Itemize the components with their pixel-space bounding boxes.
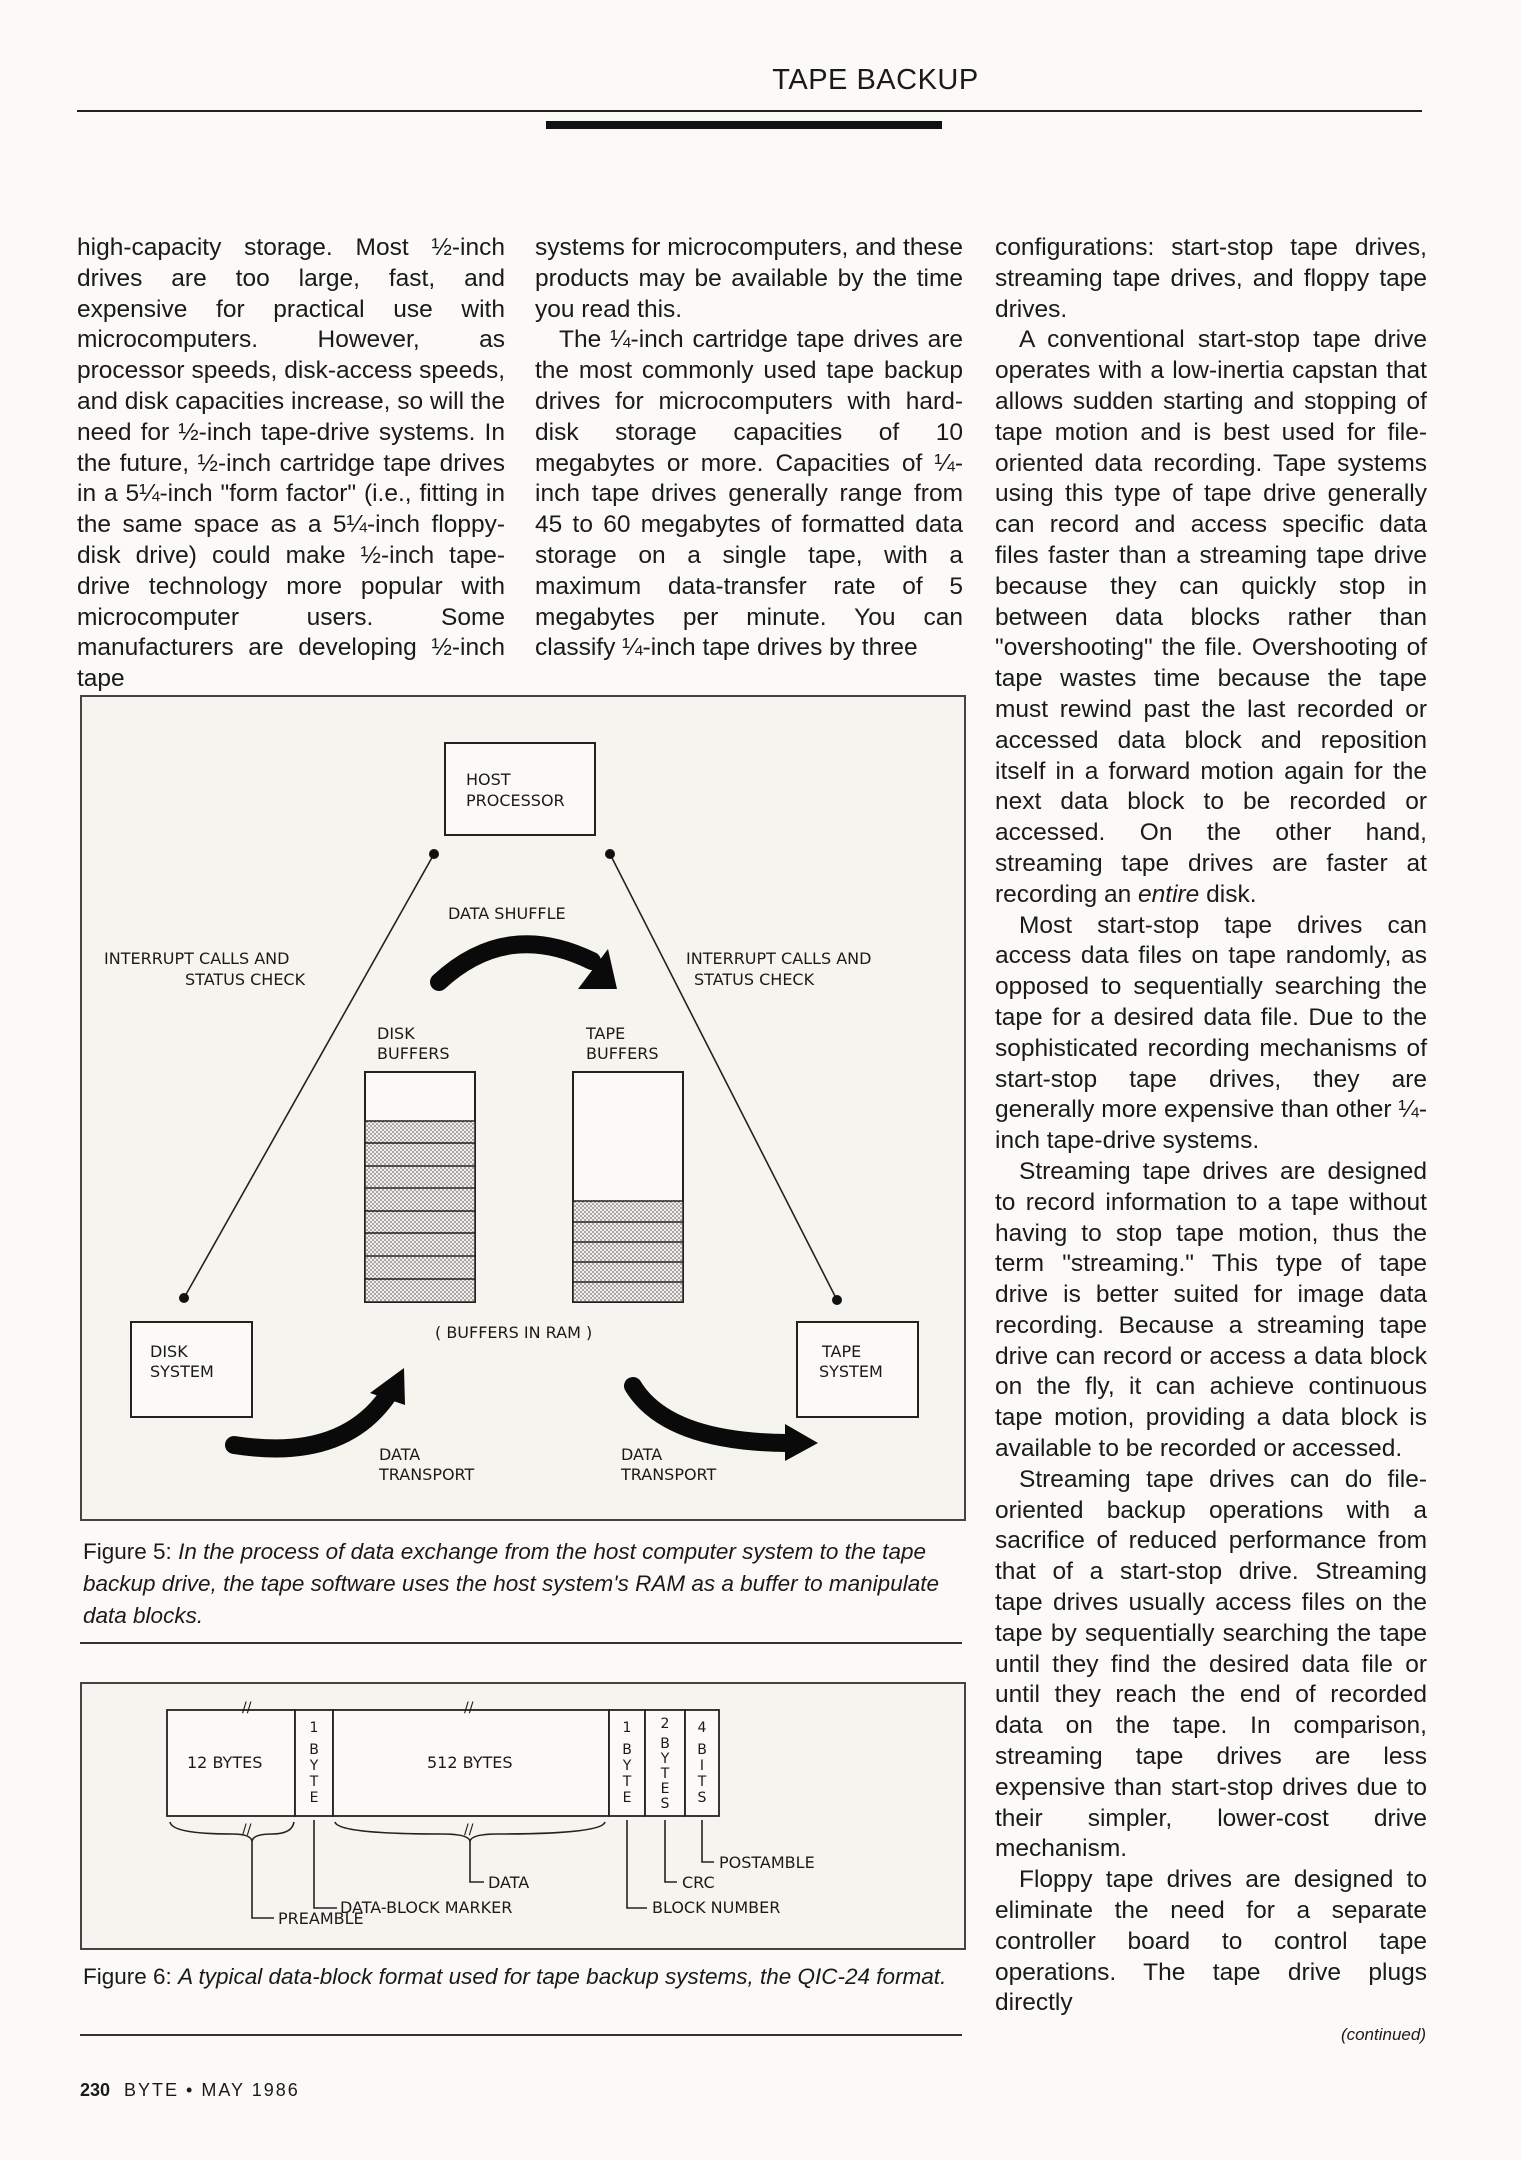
paragraph: Streaming tape drives are designed to record information to a tape without having to stop tape motion, thus the term "streaming." This type of tape drive is better suited for image data recording. Because a streaming tape drive can record or access a data block on the fly, it can achieve continuous tape motion, providing a data block is available to be recorded or accessed. bbox=[995, 1157, 1427, 1463]
marker-label: DATA-BLOCK MARKER bbox=[340, 1898, 513, 1917]
bits4-label: I bbox=[699, 1758, 705, 1774]
byte-b-label: Y bbox=[622, 1758, 632, 1774]
node-dot bbox=[832, 1295, 842, 1305]
caption-rule bbox=[80, 1642, 962, 1644]
header-bar bbox=[546, 121, 942, 129]
buffers-in-ram-label: ( BUFFERS IN RAM ) bbox=[435, 1323, 593, 1342]
host-processor-box bbox=[445, 743, 595, 835]
preamble-label: PREAMBLE bbox=[278, 1909, 364, 1928]
byte-b-label: E bbox=[622, 1790, 632, 1806]
disk-buffers-label-1: DISK bbox=[377, 1024, 415, 1043]
bits4-label: 4 bbox=[697, 1720, 707, 1736]
bits4-label: B bbox=[697, 1742, 707, 1758]
caption-label: Figure 6: bbox=[83, 1964, 172, 1989]
bits4-label: S bbox=[697, 1790, 707, 1806]
figure-5-diagram bbox=[82, 697, 964, 1519]
data-shuffle-label: DATA SHUFFLE bbox=[448, 904, 566, 923]
transport-right-label-1: DATA bbox=[621, 1445, 663, 1464]
page-header: TAPE BACKUP bbox=[772, 64, 979, 96]
tape-system-label-1: TAPE bbox=[822, 1342, 862, 1361]
byte-b-label: 1 bbox=[622, 1720, 632, 1736]
interrupt-label-left-1: INTERRUPT CALLS AND bbox=[104, 949, 290, 968]
magazine-issue: BYTE • MAY 1986 bbox=[124, 2080, 300, 2100]
data-transport-arrow-left bbox=[234, 1395, 388, 1448]
column-1 bbox=[77, 233, 505, 695]
byte-a-label: T bbox=[309, 1774, 319, 1790]
brace-preamble bbox=[170, 1822, 294, 1842]
bytes2-label: 2 bbox=[660, 1716, 670, 1732]
emphasis: entire bbox=[1138, 880, 1200, 908]
node-dot bbox=[179, 1293, 189, 1303]
bytes2-label: Y bbox=[660, 1751, 670, 1767]
byte-b-label: B bbox=[622, 1742, 632, 1758]
header-rule bbox=[77, 110, 1422, 112]
break-mark: // bbox=[464, 1700, 474, 1716]
figure-6-diagram bbox=[82, 1684, 964, 1948]
figure-6 bbox=[80, 1682, 966, 1950]
host-label-2: PROCESSOR bbox=[466, 791, 565, 810]
byte-b-label: T bbox=[622, 1774, 632, 1790]
byte-a-label: Y bbox=[309, 1758, 319, 1774]
column-2 bbox=[535, 233, 963, 664]
page-footer bbox=[80, 2080, 300, 2101]
host-label-1: HOST bbox=[466, 770, 511, 789]
byte-a-label: E bbox=[309, 1790, 319, 1806]
interrupt-label-right-1: INTERRUPT CALLS AND bbox=[686, 949, 872, 968]
node-dot bbox=[429, 849, 439, 859]
interrupt-label-right-2: STATUS CHECK bbox=[694, 970, 815, 989]
tape-buffer-stack bbox=[573, 1072, 683, 1302]
field-512-label: 512 BYTES bbox=[427, 1753, 513, 1772]
figure-5-caption bbox=[83, 1536, 963, 1632]
page-number: 230 bbox=[80, 2080, 111, 2100]
paragraph-text: disk. bbox=[1206, 880, 1257, 908]
bytes2-label: B bbox=[660, 1736, 670, 1752]
caption-text: In the process of data exchange from the host computer system to the tape backup drive, the tape software uses the host system's RAM as a buffer to manipulate data blocks. bbox=[83, 1539, 939, 1628]
figure-6-caption bbox=[83, 1961, 963, 1993]
interrupt-label-left-2: STATUS CHECK bbox=[185, 970, 306, 989]
paragraph: Floppy tape drives are designed to eliminate the need for a separate controller board to control tape operations. The tape drive plugs directly bbox=[995, 1866, 1427, 2017]
byte-a-label: 1 bbox=[309, 1720, 319, 1736]
transport-right-label-2: TRANSPORT bbox=[621, 1465, 717, 1484]
caption-text: A typical data-block format used for tape backup systems, the QIC-24 format. bbox=[178, 1964, 947, 1989]
disk-system-label-1: DISK bbox=[150, 1342, 188, 1361]
caption-label: Figure 5: bbox=[83, 1539, 172, 1564]
disk-buffers-label-2: BUFFERS bbox=[377, 1044, 450, 1063]
paragraph bbox=[995, 325, 1427, 910]
tape-buffers-label-1: TAPE bbox=[586, 1024, 626, 1043]
byte-a-label: B bbox=[309, 1742, 319, 1758]
disk-buffer-stack bbox=[365, 1072, 475, 1302]
data-shuffle-arrow bbox=[439, 944, 592, 982]
paragraph: Most start-stop tape drives can access data files on tape randomly, as opposed to sequentially searching the tape for a desired data file. Due to the sophisticated recording mechanisms of start-stop tape drives, they are generally more expensive than other ¼-inch tape-drive systems. bbox=[995, 911, 1427, 1155]
block-number-label: BLOCK NUMBER bbox=[652, 1898, 781, 1917]
continued-note: (continued) bbox=[1340, 2025, 1426, 2044]
field-12-label: 12 BYTES bbox=[187, 1753, 263, 1772]
postamble-label: POSTAMBLE bbox=[719, 1853, 815, 1872]
arrowhead bbox=[785, 1424, 818, 1461]
node-dot bbox=[605, 849, 615, 859]
paragraph: high-capacity storage. Most ½-inch drives are too large, fast, and expensive for practical use with microcomputers. However, as processor speeds, disk-access speeds, and disk capacities increase, so will the need for ½-inch tape-drive systems. In the future, ½-inch cartridge tape drives in a 5¼-inch "form factor" (i.e., fitting in the same space as a 5¼-inch floppy-disk drive) could make ½-inch tape-drive technology more popular with microcomputer users. Some manufacturers are developing ½-inch tape bbox=[77, 234, 505, 693]
break-mark: // bbox=[242, 1700, 252, 1716]
paragraph: The ¼-inch cartridge tape drives are the most commonly used tape backup drives for microcomputers with hard-disk storage capacities of 10 megabytes or more. Capacities of ¼-inch tape drives generally range from 45 to 60 megabytes of formatted data storage on a single tape, with a maximum data-transfer rate of 5 megabytes per minute. You can classify ¼-inch tape drives by three bbox=[535, 326, 963, 662]
figure-5 bbox=[80, 695, 966, 1521]
disk-system-label-2: SYSTEM bbox=[150, 1362, 214, 1381]
paragraph: Streaming tape drives can do file-oriented backup operations with a sacrifice of reduced performance from that of a start-stop drive. Streaming tape drives usually access files on the tape by sequentially searching the tape until they find the desired data file or until they reach the end of recorded data on the tape. In comparison, streaming tape drives are less expensive than start-stop drives due to their simpler, lower-cost drive mechanism. bbox=[995, 1465, 1427, 1863]
transport-left-label-1: DATA bbox=[379, 1445, 421, 1464]
tape-buffers-label-2: BUFFERS bbox=[586, 1044, 659, 1063]
data-transport-arrow-right bbox=[633, 1386, 787, 1443]
transport-left-label-2: TRANSPORT bbox=[379, 1465, 475, 1484]
data-label: DATA bbox=[488, 1873, 530, 1892]
caption-rule bbox=[80, 2034, 962, 2036]
column-3 bbox=[995, 233, 1427, 2019]
bytes2-label: T bbox=[660, 1766, 670, 1782]
crc-label: CRC bbox=[682, 1873, 715, 1892]
bits4-label: T bbox=[697, 1774, 707, 1790]
paragraph: configurations: start-stop tape drives, streaming tape drives, and floppy tape drives. bbox=[995, 234, 1427, 323]
paragraph-text: A conventional start-stop tape drive operates with a low-inertia capstan that allows sudden starting and stopping of tape motion and is best used for file-oriented data recording. Tape systems using this type of tape drive generally can record and access specific data files faster than a streaming tape drive because they can quickly stop in between data blocks rather than "overshooting" the file. Overshooting of tape wastes time because the tape must rewind past the last recorded or accessed data block and reposition itself in a forward motion again for the next data block to be recorded or accessed. On the other hand, streaming tape drives are faster at recording an bbox=[995, 326, 1427, 908]
bytes2-label: S bbox=[660, 1796, 670, 1812]
paragraph: systems for microcomputers, and these products may be available by the time you read this. bbox=[535, 234, 963, 323]
break-mark: // bbox=[242, 1822, 252, 1838]
break-mark: // bbox=[464, 1822, 474, 1838]
bytes2-label: E bbox=[660, 1781, 670, 1797]
tape-system-label-2: SYSTEM bbox=[819, 1362, 883, 1381]
